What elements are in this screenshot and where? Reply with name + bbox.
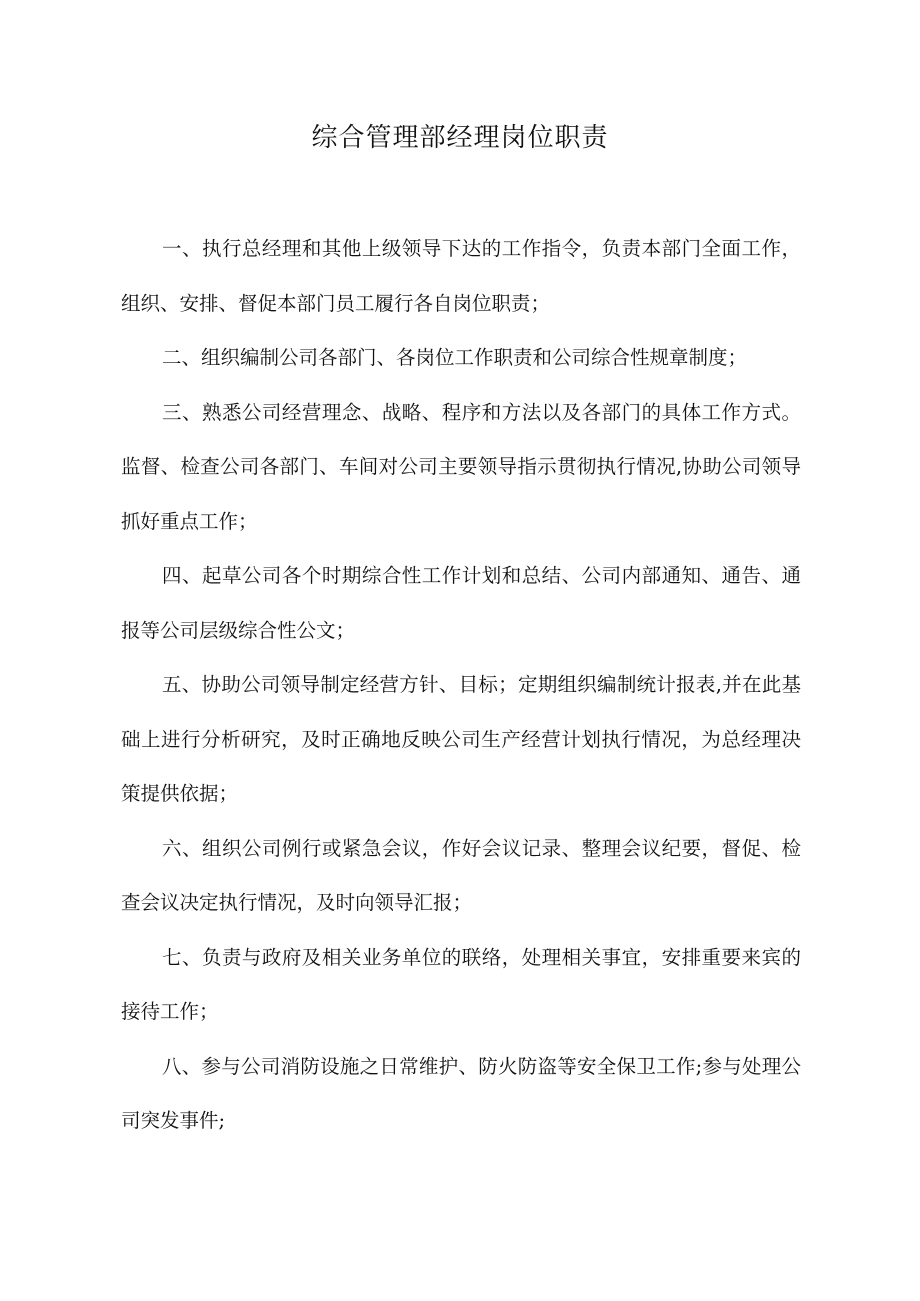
duty-paragraph-7: 七、负责与政府及相关业务单位的联络，处理相关事宜，安排重要来宾的接待工作；: [121, 945, 801, 1023]
duty-paragraph-5: 五、协助公司领导制定经营方针、目标；定期组织编制统计报表,并在此基础上进行分析研究，及时正确地反映公司生产经营计划执行情况，为总经理决策提供依据；: [121, 673, 801, 805]
duty-paragraph-4: 四、起草公司各个时期综合性工作计划和总结、公司内部通知、通告、通报等公司层级综合性公文；: [121, 564, 801, 642]
duty-paragraph-3: 三、熟悉公司经营理念、战略、程序和方法以及各部门的具体工作方式。监督、检查公司各部门、车间对公司主要领导指示贯彻执行情况,协助公司领导抓好重点工作；: [121, 400, 801, 533]
duty-paragraph-6: 六、组织公司例行或紧急会议，作好会议记录、整理会议纪要，督促、检查会议决定执行情况，及时向领导汇报；: [121, 836, 801, 914]
duty-paragraph-8: 八、参与公司消防设施之日常维护、防火防盗等安全保卫工作;参与处理公司突发事件;: [121, 1054, 801, 1132]
document-title: 综合管理部经理岗位职责: [311, 123, 609, 153]
duty-paragraph-1: 一、执行总经理和其他上级领导下达的工作指令，负责本部门全面工作，组织、安排、督促本部门员工履行各自岗位职责；: [121, 237, 801, 315]
duty-paragraph-2: 二、组织编制公司各部门、各岗位工作职责和公司综合性规章制度；: [162, 346, 748, 369]
document-body: [121, 222, 801, 1149]
